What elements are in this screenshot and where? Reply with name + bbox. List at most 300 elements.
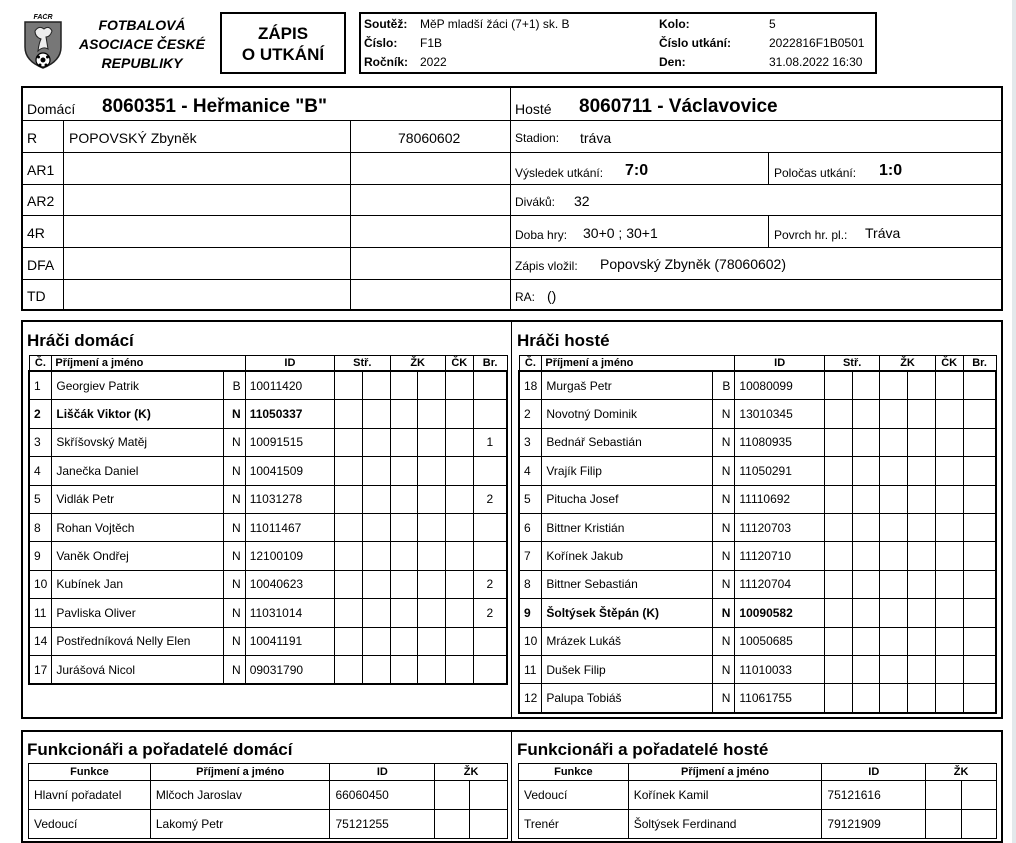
player-yellow-2	[418, 428, 446, 456]
player-id: 11011467	[245, 513, 334, 541]
round-value: 5	[769, 17, 776, 31]
player-type: N	[713, 485, 735, 513]
player-id: 10050685	[735, 627, 825, 655]
player-red	[445, 627, 473, 655]
player-type: N	[713, 684, 735, 713]
player-row	[519, 542, 996, 570]
player-yellow-1	[390, 627, 418, 655]
player-type: B	[713, 371, 735, 400]
away-players-table	[518, 355, 997, 714]
player-number: 10	[29, 570, 52, 598]
player-yellow-1	[390, 513, 418, 541]
official-role: TD	[27, 288, 46, 304]
player-name: Murgaš Petr	[542, 371, 713, 400]
functionary-yellow-1	[435, 781, 470, 810]
match-meta-box	[359, 12, 877, 74]
player-type: N	[223, 428, 245, 456]
player-number: 8	[29, 513, 52, 541]
player-yellow-2	[418, 457, 446, 485]
player-sub-in	[824, 627, 852, 655]
player-red	[445, 599, 473, 627]
home-functionaries-title: Funkcionáři a pořadatelé domácí	[27, 740, 293, 759]
player-row	[519, 627, 996, 655]
player-id: 11120710	[735, 542, 825, 570]
player-sub-out	[362, 457, 390, 485]
player-id: 11050291	[735, 457, 825, 485]
official-role: 4R	[27, 225, 45, 241]
player-sub-in	[335, 655, 363, 684]
match-number-label: Číslo utkání:	[659, 36, 732, 50]
player-type: N	[223, 513, 245, 541]
player-goals	[963, 542, 996, 570]
col-sub: Stř.	[335, 356, 390, 372]
round-label: Kolo:	[659, 17, 690, 31]
player-sub-in	[335, 627, 363, 655]
player-id: 11080935	[735, 428, 825, 456]
player-number: 11	[519, 655, 542, 683]
player-red	[935, 570, 963, 598]
official-role: R	[27, 130, 38, 146]
player-yellow-1	[390, 599, 418, 627]
player-yellow-2	[418, 627, 446, 655]
player-row	[519, 485, 996, 513]
player-row	[519, 655, 996, 683]
player-yellow-2	[908, 684, 936, 713]
col-id: ID	[245, 356, 334, 372]
ra-label: RA:	[515, 290, 536, 304]
document-title	[220, 12, 346, 74]
player-yellow-1	[880, 371, 908, 400]
functionary-yellow-1	[926, 810, 962, 839]
document-title-line: O UTKÁNÍ	[241, 45, 325, 64]
player-sub-in	[824, 684, 852, 713]
player-number: 3	[29, 428, 52, 456]
functionary-name: Mlčoch Jaroslav	[150, 781, 330, 810]
col-goals: Br.	[473, 356, 507, 372]
player-sub-in	[335, 542, 363, 570]
result-label: Výsledek utkání:	[515, 166, 604, 180]
entered-by-value: Popovský Zbyněk (78060602)	[600, 256, 786, 272]
player-goals	[963, 570, 996, 598]
player-row	[29, 627, 507, 655]
player-red	[445, 542, 473, 570]
player-id: 11061755	[735, 684, 825, 713]
away-label: Hosté	[515, 101, 552, 117]
date-value: 31.08.2022 16:30	[769, 55, 863, 69]
player-yellow-2	[908, 655, 936, 683]
player-sub-in	[824, 599, 852, 627]
player-red	[935, 655, 963, 683]
functionary-row	[29, 781, 508, 810]
player-id: 11120704	[735, 570, 825, 598]
player-type: N	[713, 513, 735, 541]
player-row	[29, 400, 507, 428]
player-goals	[963, 371, 996, 400]
player-row	[29, 457, 507, 485]
player-row	[29, 485, 507, 513]
player-yellow-1	[880, 428, 908, 456]
player-sub-out	[852, 570, 880, 598]
player-sub-in	[335, 599, 363, 627]
player-number: 12	[519, 684, 542, 713]
player-goals	[963, 599, 996, 627]
player-id: 11010033	[735, 655, 825, 683]
player-sub-out	[362, 428, 390, 456]
col-red: ČK	[445, 356, 473, 372]
surface-label: Povrch hr. pl.:	[774, 228, 848, 242]
official-role: AR2	[27, 193, 55, 209]
player-name: Novotný Dominik	[542, 400, 713, 428]
player-sub-in	[824, 655, 852, 683]
player-red	[935, 400, 963, 428]
col-name: Příjmení a jméno	[52, 356, 245, 372]
player-row	[519, 570, 996, 598]
col-yellow: ŽK	[880, 356, 935, 372]
season-label: Ročník:	[364, 55, 409, 69]
player-type: N	[223, 485, 245, 513]
player-goals	[473, 457, 507, 485]
player-sub-out	[852, 627, 880, 655]
player-yellow-1	[880, 599, 908, 627]
player-yellow-1	[390, 655, 418, 684]
functionary-role: Vedoucí	[519, 781, 629, 810]
player-sub-in	[824, 513, 852, 541]
official-id: 78060602	[398, 130, 461, 146]
competition-value: MěP mladší žáci (7+1) sk. B	[420, 17, 570, 31]
functionary-row	[519, 810, 997, 839]
spectators-label: Diváků:	[515, 195, 556, 209]
player-name: Pitucha Josef	[542, 485, 713, 513]
player-number: 4	[519, 457, 542, 485]
col-id: ID	[735, 356, 825, 372]
player-red	[935, 599, 963, 627]
player-id: 10041191	[245, 627, 334, 655]
competition-label: Soutěž:	[364, 17, 408, 31]
player-sub-out	[852, 542, 880, 570]
functionary-yellow-2	[962, 810, 997, 839]
player-sub-out	[362, 599, 390, 627]
player-name: Šoltýsek Štěpán (K)	[542, 599, 713, 627]
player-yellow-2	[418, 655, 446, 684]
functionary-yellow-2	[470, 810, 508, 839]
player-yellow-2	[418, 400, 446, 428]
player-sub-in	[335, 400, 363, 428]
player-sub-out	[362, 400, 390, 428]
player-row	[519, 684, 996, 713]
player-type: N	[713, 655, 735, 683]
player-yellow-2	[908, 428, 936, 456]
functionary-id: 79121909	[822, 810, 926, 839]
player-type: N	[223, 599, 245, 627]
col-name: Příjmení a jméno	[542, 356, 735, 372]
col-goals: Br.	[963, 356, 996, 372]
player-sub-in	[824, 371, 852, 400]
player-id: 10091515	[245, 428, 334, 456]
player-goals	[473, 627, 507, 655]
player-red	[445, 485, 473, 513]
player-sub-in	[335, 371, 363, 400]
player-type: N	[223, 542, 245, 570]
player-name: Vrajík Filip	[542, 457, 713, 485]
home-label: Domácí	[27, 101, 76, 117]
player-yellow-1	[880, 485, 908, 513]
functionary-yellow-1	[926, 781, 962, 810]
player-sub-in	[824, 542, 852, 570]
player-type: N	[223, 400, 245, 428]
scrollbar-track[interactable]	[1012, 0, 1016, 843]
player-goals	[963, 457, 996, 485]
player-goals: 1	[473, 428, 507, 456]
stadium-value: tráva	[580, 130, 612, 146]
player-number: 5	[519, 485, 542, 513]
player-type: N	[713, 542, 735, 570]
functionary-name: Kořínek Kamil	[628, 781, 822, 810]
player-number: 14	[29, 627, 52, 655]
association-line: FOTBALOVÁ	[98, 17, 186, 33]
player-row	[519, 400, 996, 428]
col-yellow: ŽK	[435, 764, 508, 781]
player-sub-in	[335, 485, 363, 513]
player-sub-in	[335, 570, 363, 598]
player-yellow-2	[418, 485, 446, 513]
player-yellow-1	[880, 627, 908, 655]
player-sub-in	[335, 513, 363, 541]
player-type: N	[713, 570, 735, 598]
col-id: ID	[822, 764, 926, 781]
official-role: AR1	[27, 162, 55, 178]
player-number: 2	[519, 400, 542, 428]
player-red	[445, 570, 473, 598]
player-number: 9	[519, 599, 542, 627]
functionary-yellow-2	[962, 781, 997, 810]
functionary-id: 66060450	[330, 781, 435, 810]
functionary-role: Trenér	[519, 810, 629, 839]
association-line: REPUBLIKY	[101, 55, 183, 71]
player-goals: 2	[473, 485, 507, 513]
player-yellow-2	[908, 627, 936, 655]
player-red	[445, 513, 473, 541]
player-red	[935, 485, 963, 513]
player-sub-out	[852, 684, 880, 713]
player-red	[935, 627, 963, 655]
player-yellow-1	[390, 457, 418, 485]
player-row	[519, 428, 996, 456]
player-row	[29, 599, 507, 627]
functionary-yellow-1	[435, 810, 470, 839]
player-yellow-1	[390, 400, 418, 428]
ra-value: ()	[547, 288, 557, 304]
functionary-yellow-2	[470, 781, 508, 810]
player-type: N	[223, 627, 245, 655]
player-red	[445, 457, 473, 485]
player-number: 5	[29, 485, 52, 513]
col-function: Funkce	[29, 764, 151, 781]
col-number: Č.	[519, 356, 542, 372]
player-sub-in	[824, 457, 852, 485]
association-name	[76, 16, 208, 73]
away-functionaries-table	[518, 763, 997, 839]
player-name: Jurášová Nicol	[52, 655, 223, 684]
player-red	[935, 684, 963, 713]
player-number: 1	[29, 371, 52, 400]
player-name: Georgiev Patrik	[52, 371, 223, 400]
away-players-title: Hráči hosté	[517, 331, 610, 350]
player-yellow-2	[908, 599, 936, 627]
player-yellow-2	[908, 457, 936, 485]
player-type: N	[713, 400, 735, 428]
player-number: 4	[29, 457, 52, 485]
player-row	[29, 513, 507, 541]
col-name: Příjmení a jméno	[628, 764, 822, 781]
player-number: 2	[29, 400, 52, 428]
player-id: 11120703	[735, 513, 825, 541]
player-id: 10041509	[245, 457, 334, 485]
player-row	[29, 428, 507, 456]
player-yellow-2	[908, 570, 936, 598]
functionary-id: 75121255	[330, 810, 435, 839]
functionary-row	[29, 810, 508, 839]
player-red	[935, 371, 963, 400]
player-id: 10090582	[735, 599, 825, 627]
player-yellow-1	[390, 570, 418, 598]
player-id: 11050337	[245, 400, 334, 428]
player-id: 12100109	[245, 542, 334, 570]
player-yellow-1	[880, 570, 908, 598]
player-goals	[963, 684, 996, 713]
player-goals	[963, 627, 996, 655]
player-type: N	[223, 655, 245, 684]
document-title-line: ZÁPIS	[257, 24, 309, 43]
player-row	[519, 513, 996, 541]
player-sub-out	[852, 457, 880, 485]
player-goals	[963, 428, 996, 456]
player-sub-out	[362, 513, 390, 541]
player-sub-out	[852, 599, 880, 627]
player-name: Postředníková Nelly Elen	[52, 627, 223, 655]
player-red	[445, 428, 473, 456]
player-number: 10	[519, 627, 542, 655]
player-id: 09031790	[245, 655, 334, 684]
player-name: Vaněk Ondřej	[52, 542, 223, 570]
player-name: Rohan Vojtěch	[52, 513, 223, 541]
player-yellow-1	[880, 400, 908, 428]
number-value: F1B	[420, 36, 443, 50]
player-row	[519, 371, 996, 400]
player-number: 7	[519, 542, 542, 570]
player-yellow-1	[390, 542, 418, 570]
player-number: 9	[29, 542, 52, 570]
player-yellow-2	[418, 542, 446, 570]
player-row	[519, 599, 996, 627]
player-yellow-2	[418, 599, 446, 627]
player-goals	[473, 513, 507, 541]
home-players-table	[28, 355, 508, 685]
player-type: N	[713, 428, 735, 456]
player-red	[935, 428, 963, 456]
official-name: POPOVSKÝ Zbyněk	[69, 130, 197, 146]
player-yellow-2	[908, 400, 936, 428]
result-value: 7:0	[625, 162, 649, 179]
player-id: 11031014	[245, 599, 334, 627]
player-goals	[473, 371, 507, 400]
player-sub-out	[362, 655, 390, 684]
player-sub-in	[824, 570, 852, 598]
facr-logo-icon	[22, 13, 64, 71]
col-sub: Stř.	[824, 356, 879, 372]
player-name: Bittner Sebastián	[542, 570, 713, 598]
halftime-label: Poločas utkání:	[774, 166, 857, 180]
player-number: 11	[29, 599, 52, 627]
player-name: Skříšovský Matěj	[52, 428, 223, 456]
functionary-role: Hlavní pořadatel	[29, 781, 151, 810]
player-yellow-2	[908, 485, 936, 513]
functionary-role: Vedoucí	[29, 810, 151, 839]
player-sub-out	[852, 371, 880, 400]
functionary-name: Lakomý Petr	[150, 810, 330, 839]
season-value: 2022	[420, 55, 447, 69]
player-name: Liščák Viktor (K)	[52, 400, 223, 428]
player-name: Dušek Filip	[542, 655, 713, 683]
player-goals	[963, 655, 996, 683]
player-sub-out	[362, 570, 390, 598]
duration-label: Doba hry:	[515, 228, 568, 242]
player-sub-in	[824, 485, 852, 513]
halftime-value: 1:0	[879, 162, 903, 179]
player-goals	[473, 542, 507, 570]
player-sub-out	[362, 627, 390, 655]
player-number: 18	[519, 371, 542, 400]
functionary-name: Šoltýsek Ferdinand	[628, 810, 822, 839]
player-id: 10040623	[245, 570, 334, 598]
player-yellow-1	[880, 542, 908, 570]
player-name: Bittner Kristián	[542, 513, 713, 541]
player-sub-in	[335, 457, 363, 485]
player-type: N	[713, 457, 735, 485]
player-goals: 2	[473, 599, 507, 627]
player-sub-in	[824, 428, 852, 456]
player-red	[445, 400, 473, 428]
player-yellow-1	[880, 655, 908, 683]
player-name: Pavliska Oliver	[52, 599, 223, 627]
player-yellow-1	[880, 457, 908, 485]
col-id: ID	[330, 764, 435, 781]
player-goals: 2	[473, 570, 507, 598]
player-yellow-2	[908, 542, 936, 570]
player-red	[935, 542, 963, 570]
functionary-row	[519, 781, 997, 810]
player-yellow-1	[390, 428, 418, 456]
player-red	[445, 655, 473, 684]
col-name: Příjmení a jméno	[150, 764, 330, 781]
player-number: 6	[519, 513, 542, 541]
player-goals	[473, 400, 507, 428]
away-functionaries-title: Funkcionáři a pořadatelé hosté	[517, 740, 769, 759]
player-sub-in	[824, 400, 852, 428]
player-yellow-2	[908, 513, 936, 541]
player-sub-out	[362, 485, 390, 513]
spectators-value: 32	[574, 193, 590, 209]
player-name: Kubínek Jan	[52, 570, 223, 598]
player-type: N	[713, 599, 735, 627]
player-number: 17	[29, 655, 52, 684]
surface-value: Tráva	[865, 225, 901, 241]
player-sub-out	[852, 400, 880, 428]
player-yellow-1	[880, 513, 908, 541]
entered-by-label: Zápis vložil:	[515, 259, 578, 273]
player-type: N	[223, 570, 245, 598]
date-label: Den:	[659, 55, 686, 69]
col-red: ČK	[935, 356, 963, 372]
